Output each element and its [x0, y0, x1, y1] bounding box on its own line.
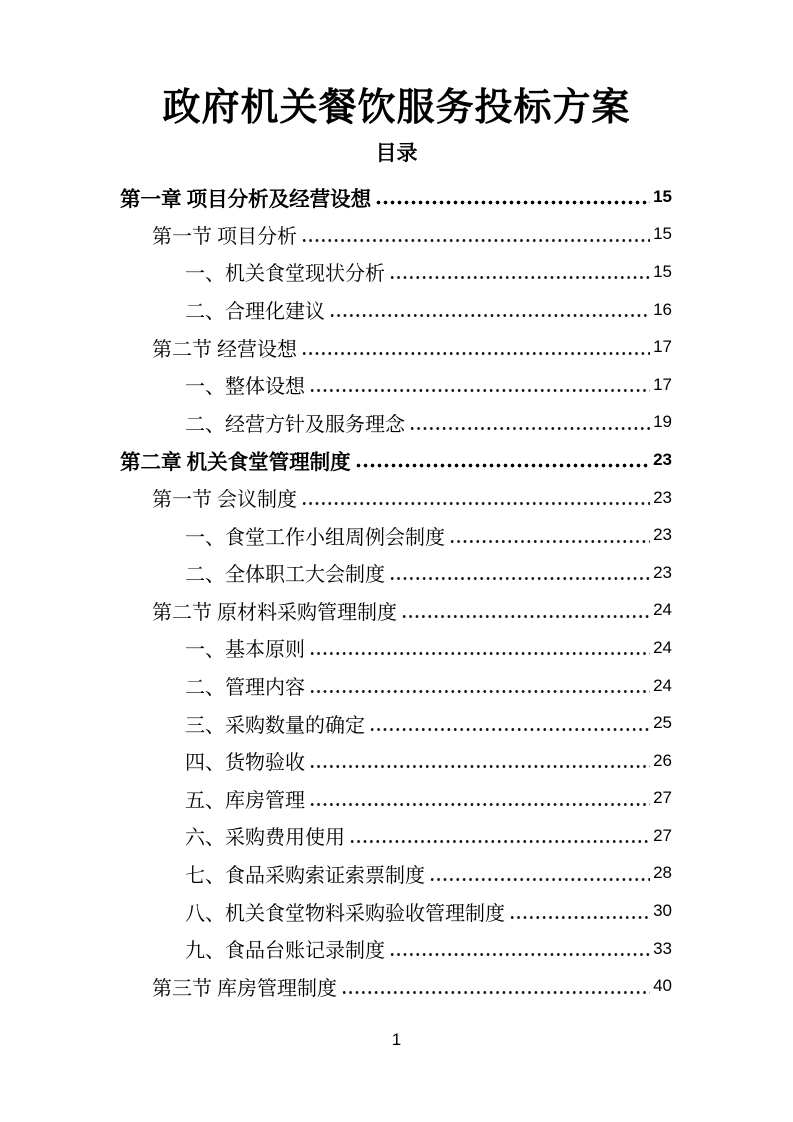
toc-entry-page: 19 — [653, 412, 672, 432]
toc-entry[interactable] — [120, 892, 672, 930]
toc-entry-page: 16 — [653, 299, 672, 319]
toc-entry-page: 24 — [653, 637, 672, 657]
toc-entry[interactable] — [120, 817, 672, 855]
toc-entry[interactable] — [120, 441, 672, 479]
toc-entry[interactable] — [120, 780, 672, 818]
toc-entry-page: 17 — [653, 374, 672, 394]
toc-entry-label: 一、机关食堂现状分析 — [185, 263, 385, 286]
toc-entry-label: 第二节 原材料采购管理制度 — [152, 601, 397, 624]
toc-leader-dots — [301, 238, 650, 243]
toc-entry-label: 一、整体设想 — [185, 376, 305, 399]
toc-entry-page: 15 — [653, 224, 672, 244]
toc-leader-dots — [389, 275, 650, 280]
toc-entry-label: 八、机关食堂物料采购验收管理制度 — [185, 902, 505, 925]
toc-entry-page: 15 — [653, 186, 672, 206]
toc-leader-dots — [369, 727, 650, 732]
document-title: 政府机关餐饮服务投标方案 — [162, 87, 631, 129]
toc-entry[interactable] — [120, 291, 672, 329]
toc-leader-dots — [389, 576, 650, 581]
toc-entry-page: 40 — [653, 976, 672, 996]
footer-page-number: 1 — [391, 1030, 402, 1049]
toc-entry-page: 33 — [653, 938, 672, 958]
toc-entry[interactable] — [120, 216, 672, 254]
toc-leader-dots — [375, 200, 650, 205]
toc-entry-page: 25 — [653, 713, 672, 733]
toc-leader-dots — [309, 764, 650, 769]
toc-list — [120, 178, 672, 1005]
toc-entry[interactable] — [120, 742, 672, 780]
toc-leader-dots — [301, 351, 650, 356]
toc-leader-dots — [309, 651, 650, 656]
toc-entry[interactable] — [120, 855, 672, 893]
toc-entry[interactable] — [120, 704, 672, 742]
toc-entry[interactable] — [120, 328, 672, 366]
toc-entry-page: 24 — [653, 675, 672, 695]
toc-entry-label: 第一章 项目分析及经营设想 — [120, 188, 372, 211]
toc-entry-page: 23 — [653, 487, 672, 507]
toc-entry-page: 15 — [653, 261, 672, 281]
toc-leader-dots — [309, 689, 650, 694]
toc-leader-dots — [509, 915, 650, 920]
toc-leader-dots — [449, 539, 650, 544]
toc-entry-label: 第一节 项目分析 — [152, 225, 297, 248]
toc-leader-dots — [355, 463, 650, 468]
toc-leader-dots — [309, 388, 650, 393]
toc-leader-dots — [409, 426, 650, 431]
toc-entry-page: 23 — [653, 449, 672, 469]
toc-entry[interactable] — [120, 592, 672, 630]
toc-entry-label: 四、货物验收 — [185, 752, 305, 775]
toc-entry[interactable] — [120, 516, 672, 554]
toc-entry[interactable] — [120, 366, 672, 404]
toc-entry-label: 二、管理内容 — [185, 677, 305, 700]
toc-leader-dots — [309, 802, 650, 807]
toc-leader-dots — [341, 990, 650, 995]
toc-entry[interactable] — [120, 253, 672, 291]
toc-entry-page: 24 — [653, 600, 672, 620]
toc-leader-dots — [389, 952, 650, 957]
toc-entry[interactable] — [120, 404, 672, 442]
toc-entry-label: 第二节 经营设想 — [152, 338, 297, 361]
toc-leader-dots — [429, 877, 650, 882]
toc-entry-label: 九、食品台账记录制度 — [185, 940, 385, 963]
toc-entry-page: 23 — [653, 525, 672, 545]
toc-entry-page: 27 — [653, 825, 672, 845]
toc-entry-label: 七、食品采购索证索票制度 — [185, 864, 425, 887]
toc-entry-label: 二、经营方针及服务理念 — [185, 413, 405, 436]
toc-entry-label: 六、采购费用使用 — [185, 827, 345, 850]
toc-entry[interactable] — [120, 967, 672, 1005]
toc-leader-dots — [349, 839, 650, 844]
toc-entry-label: 第二章 机关食堂管理制度 — [120, 451, 351, 474]
toc-entry[interactable] — [120, 629, 672, 667]
toc-heading: 目录 — [375, 141, 418, 165]
toc-entry[interactable] — [120, 930, 672, 968]
toc-entry[interactable] — [120, 667, 672, 705]
toc-entry-label: 三、采购数量的确定 — [185, 714, 365, 737]
toc-entry[interactable] — [120, 178, 672, 216]
toc-entry-label: 二、合理化建议 — [185, 301, 325, 324]
toc-entry-page: 27 — [653, 788, 672, 808]
toc-leader-dots — [329, 313, 650, 318]
toc-entry-page: 26 — [653, 750, 672, 770]
toc-entry-page: 30 — [653, 901, 672, 921]
toc-entry-label: 第一节 会议制度 — [152, 489, 297, 512]
toc-entry-label: 第三节 库房管理制度 — [152, 977, 337, 1000]
toc-entry-page: 28 — [653, 863, 672, 883]
toc-leader-dots — [401, 614, 650, 619]
toc-entry-label: 一、食堂工作小组周例会制度 — [185, 526, 445, 549]
toc-entry[interactable] — [120, 479, 672, 517]
toc-entry-label: 五、库房管理 — [185, 789, 305, 812]
toc-entry[interactable] — [120, 554, 672, 592]
toc-entry-page: 23 — [653, 562, 672, 582]
toc-entry-page: 17 — [653, 337, 672, 357]
toc-leader-dots — [301, 501, 650, 506]
toc-entry-label: 二、全体职工大会制度 — [185, 564, 385, 587]
toc-entry-label: 一、基本原则 — [185, 639, 305, 662]
